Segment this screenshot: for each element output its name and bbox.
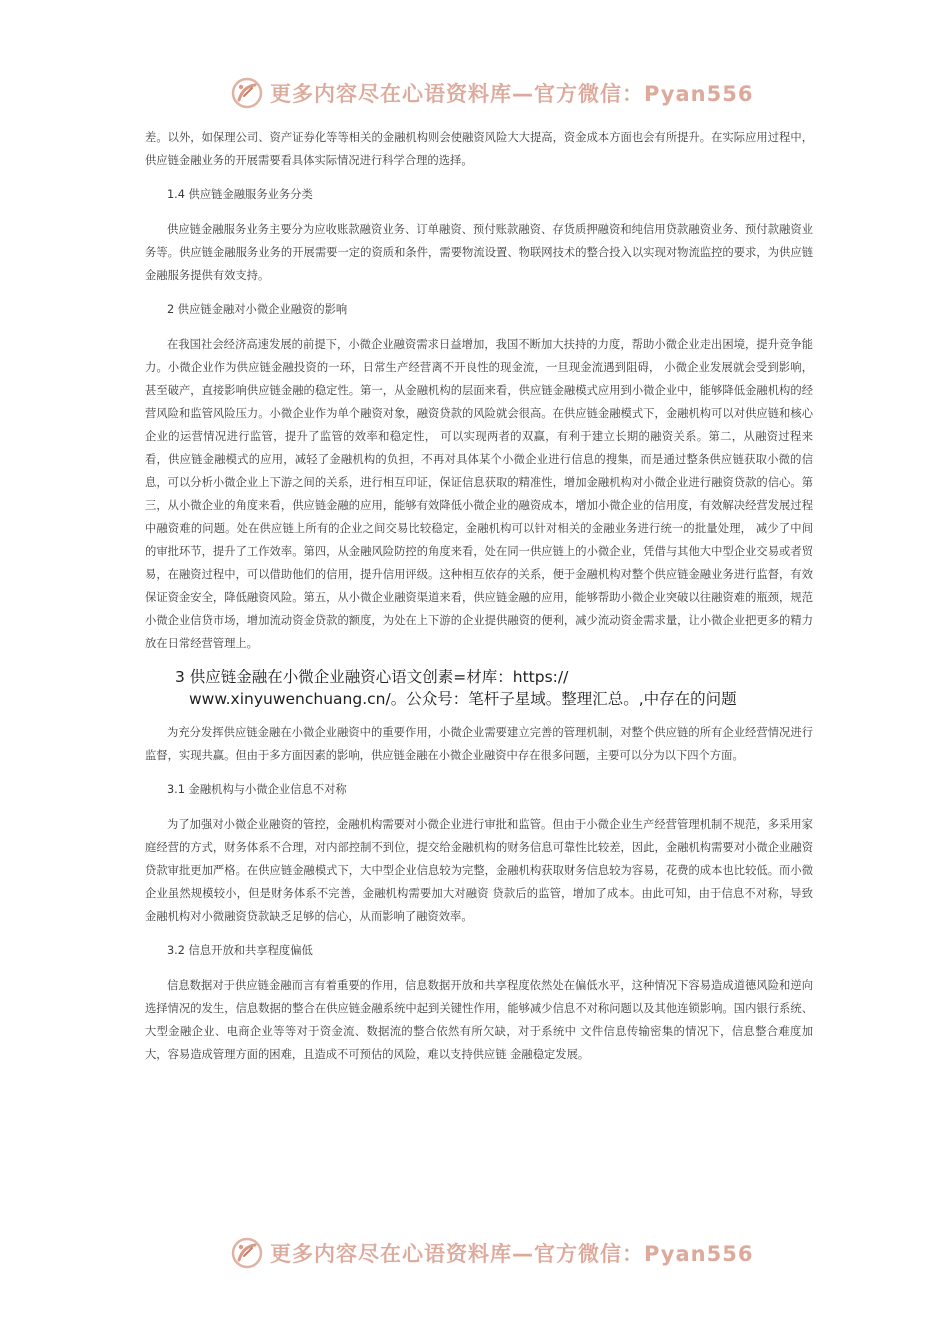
mouse-logo-icon	[230, 76, 264, 110]
banner-text: 更多内容尽在心语资料库—官方微信：Pyan556	[270, 82, 754, 106]
heading-3-line-1: 3 供应链金融在小微企业融资心语文创素=材库：https://	[175, 668, 569, 686]
footer-banner	[230, 1233, 753, 1273]
paragraph-3: 为充分发挥供应链金融在小微企业融资中的重要作用，小微企业需要建立完善的管理机制，对整个供应链的所有企业经营情况进行监督，实现共赢。但由于多方面因素的影响，供应链金融在小微企业融资中存在很多问题，主要可以分为以下四个方面。	[145, 726, 813, 762]
paragraph-2: 在我国社会经济高速发展的前提下，小微企业融资需求日益增加，我国不断加大扶持的力度，帮助小微企业走出困境，提升竞争能力。小微企业作为供应链金融投资的一环，日常生产经营离不开良性的现金流，一旦现金流遇到阻碍， 小微企业发展就会受到影响，甚至破产，直接影响供应链金融的稳定性。第一，从金融机构的层面来看，供应链金融模式应用到小微企业中，能够降低金融机构的经营风险和监管风险压力。小微企业作为单个融资对象，融资贷款的风险就会很高。在供应链金融模式下，金融机构可以对供应链和核心企业的运营情况进行监管，提升了监管的效率和稳定性， 可以实现两者的双赢，有利于建立长期的融资关系。第二，从融资过程来看，供应链金融模式的应用，减轻了金融机构的负担，不再对具体某个小微企业进行信息的搜集，而是通过整条供应链获取小微的信息，可以分析小微企业上下游之间的关系，进行相互印证，保证信息获取的精准性，增加金融机构对小微企业进行融资贷款的信心。第三，从小微企业的角度来看，供应链金融的应用，能够有效降低小微企业的融资成本，增加小微企业的信用度，有效解决经营发展过程中融资难的问题。处在供应链上所有的企业之间交易比较稳定，金融机构可以针对相关的金融业务进行统一的批量处理， 减少了中间的审批环节，提升了工作效率。第四，从金融风险防控的角度来看，处在同一供应链上的小微企业，凭借与其他大中型企业交易或者贸易，在融资过程中，可以借助他们的信用，提升信用评级。这种相互依存的关系，便于金融机构对整个供应链金融业务进行监督，有效保证资金安全，降低融资风险。第五，从小微企业融资渠道来看，供应链金融的应用，能够帮助小微企业突破以往融资难的瓶颈，规范小微企业信贷市场，增加流动资金贷款的额度，为处在上下游的企业提供融资的便利，减少流动资金需求量，让小微企业把更多的精力放在日常经营管理上。	[145, 338, 813, 650]
heading-3-2: 3.2 信息开放和共享程度偏低	[167, 944, 313, 957]
header-banner	[230, 73, 753, 113]
heading-3-line-2: www.xinyuwenchuang.cn/。公众号：笔杆子星域。整理汇总。,中存在的问题	[189, 690, 737, 708]
heading-1-4: 1.4 供应链金融服务业务分类	[167, 188, 313, 201]
heading-3	[145, 666, 813, 710]
paragraph-3-1: 为了加强对小微企业融资的管控，金融机构需要对小微企业进行审批和监管。但由于小微企业生产经营管理机制不规范，多采用家庭经营的方式，财务体系不合理，对内部控制不到位，提交给金融机构的财务信息可靠性比较差，因此，金融机构需要对小微企业融资贷款审批更加严格。在供应链金融模式下，大中型企业信息较为完整，金融机构获取财务信息较为容易，花费的成本也比较低。而小微企业虽然规模较小，但是财务体系不完善，金融机构需要加大对融资 贷款后的监管，增加了成本。由此可知，由于信息不对称，导致金融机构对小微融资贷款缺乏足够的信心，从而影响了融资效率。	[145, 818, 813, 923]
paragraph-intro: 差。以外，如保理公司、资产证券化等等相关的金融机构则会使融资风险大大提高，资金成本方面也会有所提升。在实际应用过程中，供应链金融业务的开展需要看具体实际情况进行科学合理的选择。	[145, 131, 813, 167]
heading-2: 2 供应链金融对小微企业融资的影响	[167, 303, 348, 316]
mouse-logo-icon	[230, 1236, 264, 1270]
document-body	[145, 126, 813, 1066]
paragraph-3-2: 信息数据对于供应链金融而言有着重要的作用，信息数据开放和共享程度依然处在偏低水平，这种情况下容易造成道德风险和逆向选择情况的发生，信息数据的整合在供应链金融系统中起到关键性作用，能够减少信息不对称问题以及其他连锁影响。国内银行系统、大型金融企业、电商企业等等对于资金流、数据流的整合依然有所欠缺，对于系统中 文件信息传输密集的情况下，信息整合难度加大，容易造成管理方面的困难，且造成不可预估的风险，难以支持供应链 金融稳定发展。	[145, 979, 813, 1061]
paragraph-1-4: 供应链金融服务业务主要分为应收账款融资业务、订单融资、预付账款融资、存货质押融资和纯信用贷款融资业务、预付款融资业务等。供应链金融服务业务的开展需要一定的资质和条件，需要物流设置、物联网技术的整合投入以实现对物流监控的要求，为供应链金融服务提供有效支持。	[145, 223, 813, 282]
banner-text: 更多内容尽在心语资料库—官方微信：Pyan556	[270, 1242, 754, 1266]
heading-3-1: 3.1 金融机构与小微企业信息不对称	[167, 783, 347, 796]
